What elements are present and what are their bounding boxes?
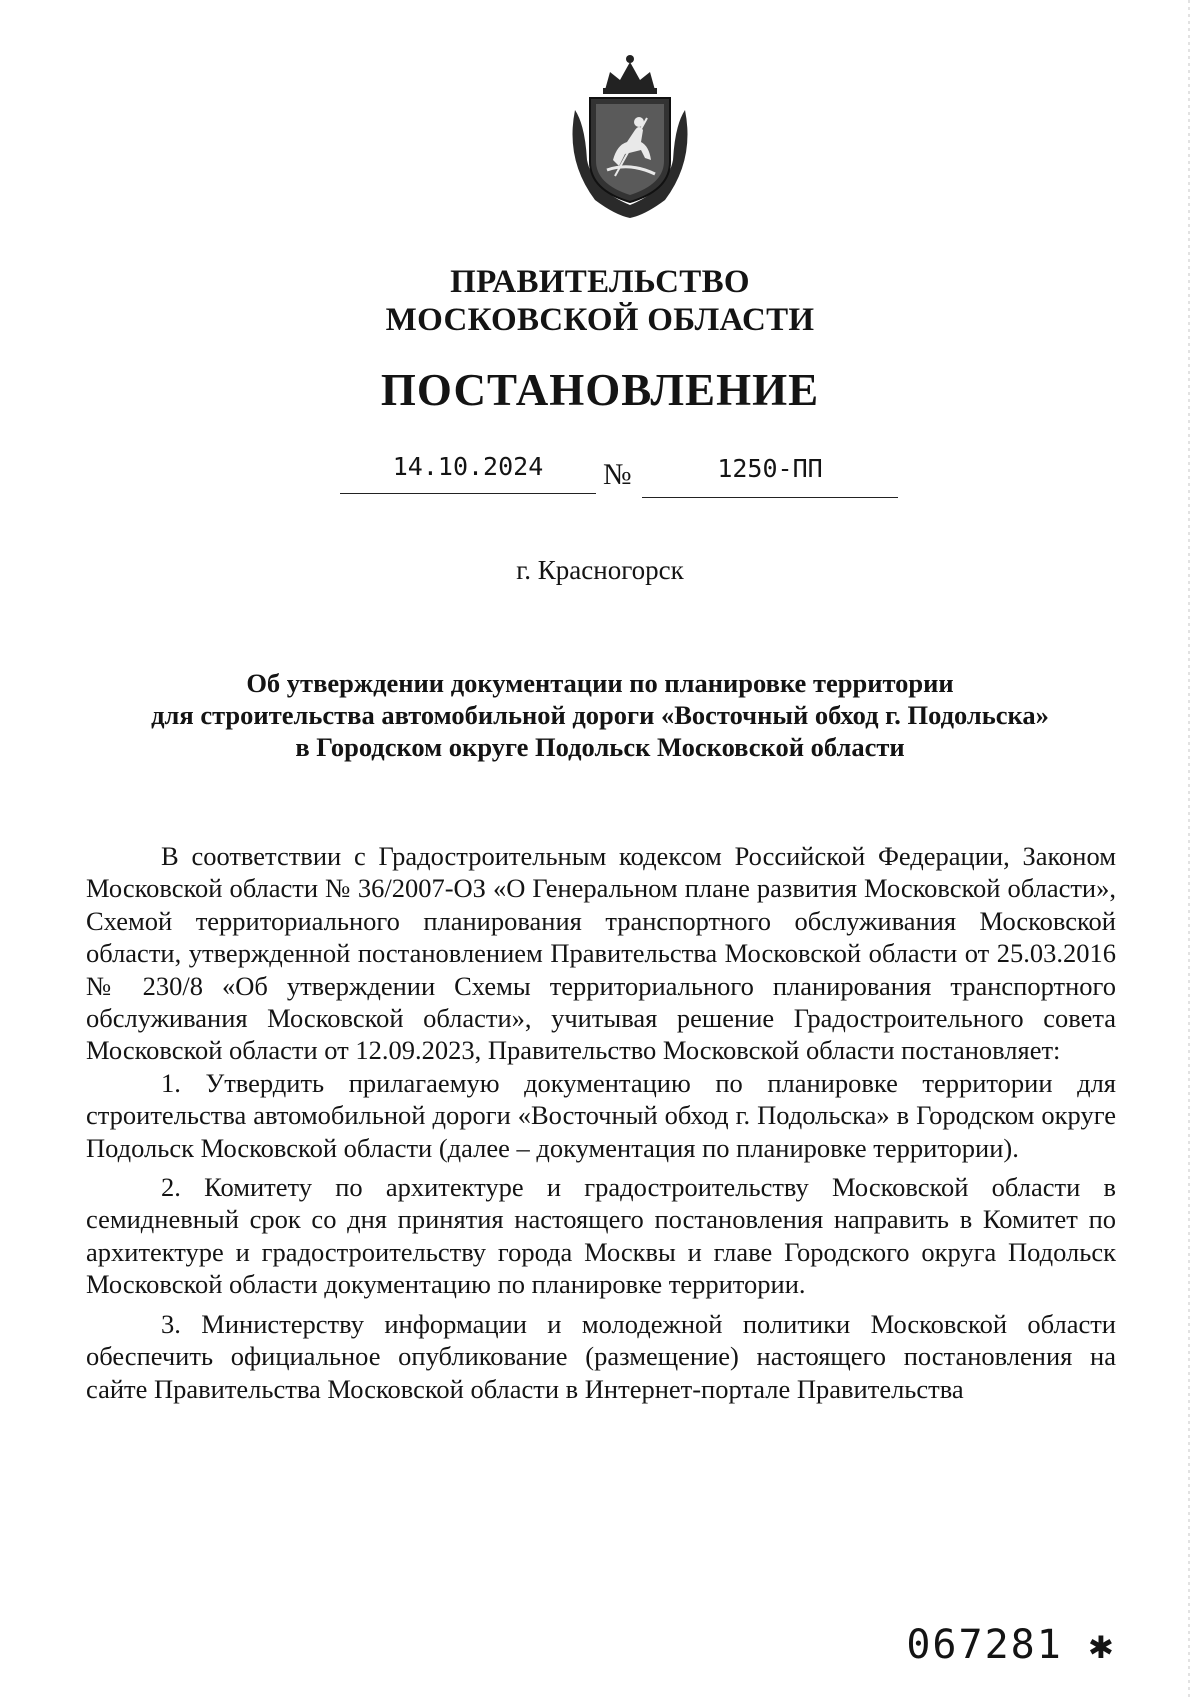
document-body	[86, 840, 1116, 1405]
organization-name-line-2: МОСКОВСКОЙ ОБЛАСТИ	[385, 302, 815, 338]
number-underline	[642, 497, 898, 498]
preamble-paragraph: В соответствии с Градостроительным кодексом Российской Федерации, Законом Московской области № 36/2007-ОЗ «О Генеральном плане развития Московской области», Схемой территориального планирования транспортного обслуживания Московской области, утвержденной постановлением Правительства Московской области от 25.03.2016 № 230/8 «Об утверждении Схемы территориального планирования транспортного обслуживания Московской области», учитывая решение Градостроительного совета Московской области от 12.09.2023, Правительство Московской области постановляет:	[86, 841, 1116, 1066]
document-number: 1250-ПП	[717, 454, 823, 483]
title-line: Об утверждении документации по планировке территории	[246, 668, 954, 698]
document-type-heading: ПОСТАНОВЛЕНИЕ	[380, 365, 820, 415]
coat-of-arms-icon	[555, 50, 705, 220]
date-underline	[340, 493, 596, 494]
organization-name-line-1: ПРАВИТЕЛЬСТВО	[450, 264, 750, 300]
title-line: в Городском округе Подольск Московской области	[295, 732, 905, 762]
scan-edge	[1188, 0, 1190, 1697]
document-date: 14.10.2024	[392, 452, 544, 481]
clause-2: 2. Комитету по архитектуре и градостроительству Московской области в семидневный срок со дня принятия настоящего постановления направить в Комитет по архитектуре и градостроительству города Москвы и главе Городского округа Подольск Московской области документацию по планировке территории.	[86, 1172, 1116, 1300]
document-title	[100, 667, 1100, 763]
clause-1: 1. Утвердить прилагаемую документацию по планировке территории для строительства автомобильной дороги «Восточный обход г. Подольска» в Городском округе Подольск Московской области (далее – документация по планировке территории).	[86, 1067, 1116, 1163]
number-sign: №	[603, 458, 632, 491]
serial-number: 067281 ✱	[906, 1622, 1115, 1668]
title-line: для строительства автомобильной дороги «Восточный обход г. Подольска»	[151, 700, 1049, 730]
clause-3: 3. Министерству информации и молодежной политики Московской области обеспечить официальное опубликование (размещение) настоящего постановления на сайте Правительства Московской области в Интернет-портале Правительства	[86, 1308, 1116, 1404]
issue-city: г. Красногорск	[516, 555, 684, 585]
